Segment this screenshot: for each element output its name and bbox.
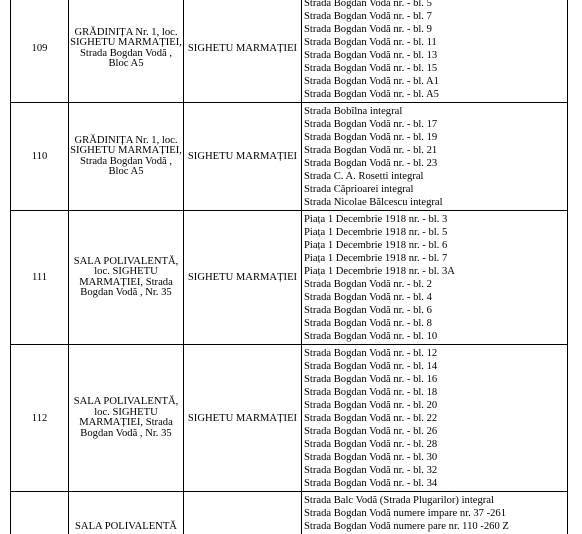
table-row	[11, 345, 568, 492]
polling-station-location: GRĂDINIȚA Nr. 1, loc. SIGHETU MARMAȚIEI, Strada Bogdan Vodă , Bloc A5	[69, 0, 184, 103]
street-entry: Strada Bogdan Vodă nr. - bl. 26	[304, 426, 438, 437]
street-entry: Strada Bogdan Vodă nr. - bl. 32	[304, 465, 438, 476]
street-list	[302, 0, 568, 103]
table-row	[11, 0, 568, 103]
street-entry: Strada Bogdan Vodă nr. - bl. 9	[304, 24, 432, 35]
locality: SIGHETU MARMAȚIEI	[184, 345, 302, 492]
section-number	[11, 492, 69, 534]
street-entry: Strada Bogdan Vodă numere pare nr. 110 -260 Z	[304, 521, 509, 532]
street-entry: Strada Bogdan Vodă nr. - bl. 5	[304, 0, 432, 9]
street-entry: Strada Bogdan Vodă nr. - bl. 13	[304, 50, 438, 61]
street-entry: Strada Bogdan Vodă nr. - bl. 17	[304, 119, 438, 130]
street-entry: Piața 1 Decembrie 1918 nr. - bl. 6	[304, 240, 448, 251]
street-entry: Strada Bogdan Vodă nr. - bl. 2	[304, 279, 432, 290]
table-row	[11, 492, 568, 534]
street-entry: Strada Bogdan Vodă nr. - bl. 6	[304, 305, 432, 316]
street-entry: Strada Bogdan Vodă nr. - bl. A5	[304, 89, 439, 100]
polling-station-location: SALA POLIVALENTĂ	[69, 492, 184, 534]
street-entry: Strada Bogdan Vodă nr. - bl. 8	[304, 318, 432, 329]
street-entry: Strada Bogdan Vodă nr. - bl. 21	[304, 145, 438, 156]
table-row	[11, 211, 568, 345]
section-number: 110	[11, 103, 69, 211]
locality: SIGHETU MARMAȚIEI	[184, 0, 302, 103]
street-entry: Strada Bogdan Vodă nr. - bl. 34	[304, 478, 438, 489]
street-entry: Strada Bogdan Vodă nr. - bl. 23	[304, 158, 438, 169]
street-entry: Strada Balc Vodă (Strada Plugarilor) integral	[304, 495, 494, 506]
street-entry: Strada C. A. Rosetti integral	[304, 171, 424, 182]
street-entry: Strada Bogdan Vodă nr. - bl. 19	[304, 132, 438, 143]
locality: SIGHETU MARMAȚIEI	[184, 211, 302, 345]
street-entry: Strada Bogdan Vodă nr. - bl. 11	[304, 37, 437, 48]
street-list	[302, 103, 568, 211]
street-entry: Strada Căprioarei integral	[304, 184, 414, 195]
street-entry: Piața 1 Decembrie 1918 nr. - bl. 7	[304, 253, 448, 264]
polling-stations-table	[10, 0, 568, 534]
street-entry: Strada Bogdan Vodă nr. - bl. 14	[304, 361, 438, 372]
street-entry: Strada Bogdan Vodă nr. - bl. A1	[304, 76, 439, 87]
section-number: 112	[11, 345, 69, 492]
street-list	[302, 211, 568, 345]
locality: SIGHETU MARMAȚIEI	[184, 103, 302, 211]
street-entry: Strada Nicolae Bălcescu integral	[304, 197, 443, 208]
street-list	[302, 492, 568, 534]
street-entry: Strada Bogdan Vodă nr. - bl. 15	[304, 63, 438, 74]
street-entry: Strada Bogdan Vodă nr. - bl. 7	[304, 11, 432, 22]
section-number: 111	[11, 211, 69, 345]
section-number: 109	[11, 0, 69, 103]
street-entry: Strada Bogdan Vodă nr. - bl. 22	[304, 413, 438, 424]
polling-station-location: SALA POLIVALENTĂ, loc. SIGHETU MARMAȚIEI, Strada Bogdan Vodă , Nr. 35	[69, 345, 184, 492]
street-entry: Strada Bobîlna integral	[304, 106, 403, 117]
polling-station-location: GRĂDINIȚA Nr. 1, loc. SIGHETU MARMAȚIEI, Strada Bogdan Vodă , Bloc A5	[69, 103, 184, 211]
street-entry: Strada Bogdan Vodă nr. - bl. 4	[304, 292, 432, 303]
table-row	[11, 103, 568, 211]
street-entry: Strada Bogdan Vodă nr. - bl. 18	[304, 387, 438, 398]
street-list	[302, 345, 568, 492]
street-entry: Strada Bogdan Vodă nr. - bl. 16	[304, 374, 438, 385]
street-entry: Strada Bogdan Vodă nr. - bl. 10	[304, 331, 438, 342]
street-entry: Strada Bogdan Vodă nr. - bl. 30	[304, 452, 438, 463]
street-entry: Piața 1 Decembrie 1918 nr. - bl. 5	[304, 227, 448, 238]
polling-station-location: SALA POLIVALENTĂ, loc. SIGHETU MARMAȚIEI, Strada Bogdan Vodă , Nr. 35	[69, 211, 184, 345]
street-entry: Strada Bogdan Vodă nr. - bl. 20	[304, 400, 438, 411]
street-entry: Piața 1 Decembrie 1918 nr. - bl. 3	[304, 214, 448, 225]
street-entry: Strada Bogdan Vodă numere impare nr. 37 -261	[304, 508, 507, 519]
street-entry: Strada Bogdan Vodă nr. - bl. 12	[304, 348, 438, 359]
street-entry: Strada Bogdan Vodă nr. - bl. 28	[304, 439, 438, 450]
locality	[184, 492, 302, 534]
street-entry: Piața 1 Decembrie 1918 nr. - bl. 3A	[304, 266, 455, 277]
